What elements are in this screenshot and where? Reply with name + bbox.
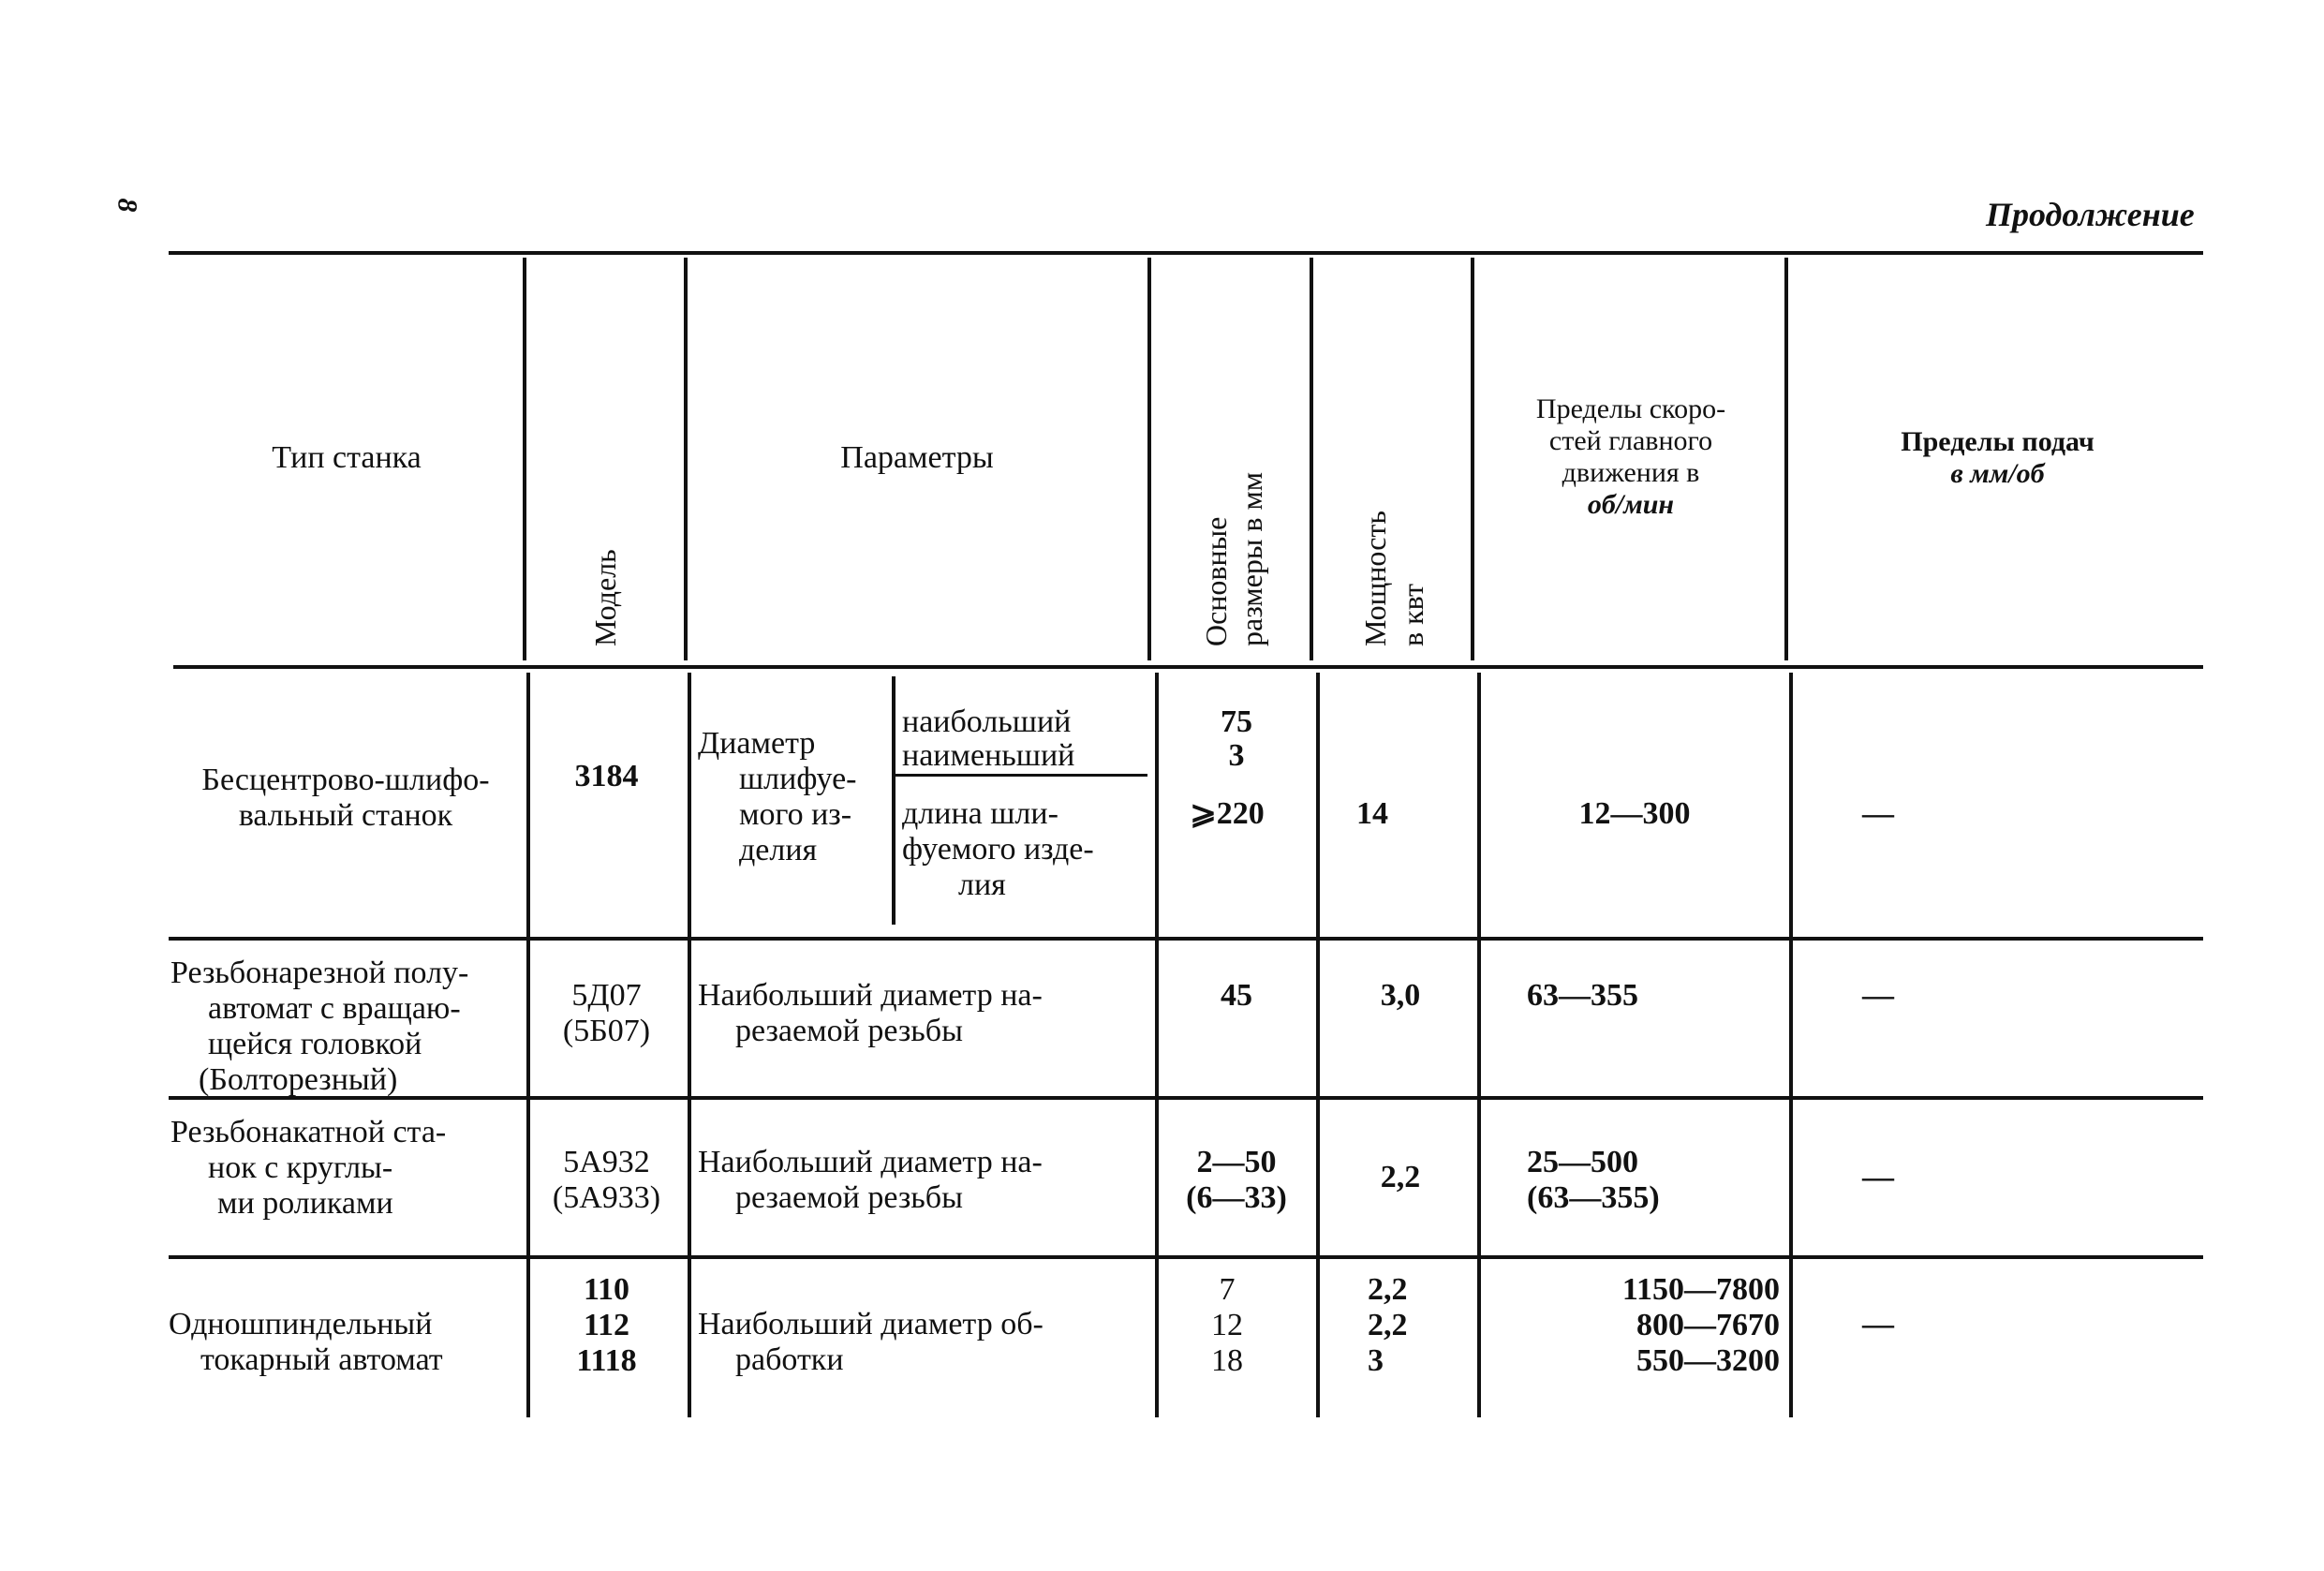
row-divider (169, 937, 2203, 941)
row4-speeds-line1: 1150—7800 (1621, 1272, 1780, 1307)
header-speeds-line3: движения в (1562, 457, 1700, 488)
row3-speeds-line2: (63—355) (1527, 1180, 1660, 1215)
table-top-rule (169, 251, 2203, 255)
row4-size-line1: 7 (1219, 1272, 1236, 1307)
row1-sub-length-line2: фуемого изде- (902, 832, 1094, 867)
header-power-line2: в квт (1396, 584, 1429, 646)
row3-model (529, 1145, 684, 1216)
row4-size-line3: 18 (1211, 1343, 1243, 1378)
header-power-line1: Мощность (1358, 511, 1392, 646)
row1-sub-length (902, 796, 1150, 903)
col-divider (1147, 258, 1151, 660)
row1-sub-min: наименьший (902, 738, 1075, 773)
col-divider (1155, 673, 1159, 1417)
col-divider (1789, 673, 1793, 1417)
row3-size-line2: (6—33) (1186, 1180, 1287, 1215)
row4-param-line1: Наибольший диаметр об- (698, 1307, 1044, 1341)
row3-speeds-line1: 25—500 (1527, 1145, 1638, 1179)
row2-power: 3,0 (1380, 978, 1421, 1013)
row4-model-line3: 1118 (576, 1343, 637, 1378)
row3-param (698, 1145, 1147, 1216)
header-bottom-rule (173, 665, 2203, 669)
row2-size: 45 (1221, 978, 1252, 1013)
col-divider (892, 676, 896, 925)
row3-feeds: — (1862, 1160, 1894, 1194)
row1-param-line4: делия (739, 833, 818, 867)
row1-feeds: — (1862, 796, 1894, 831)
header-params: Параметры (840, 440, 994, 475)
row2-type-line4: (Болторезный) (199, 1062, 398, 1097)
row1-type (169, 763, 523, 834)
row1-param-line2: шлифуе- (739, 762, 857, 796)
row1-param-line1: Диаметр (698, 726, 816, 761)
col-divider (1316, 673, 1320, 1417)
row4-model (529, 1272, 684, 1379)
row1-size-max: 75 (1221, 704, 1252, 739)
row4-power-line1: 2,2 (1368, 1272, 1408, 1307)
row4-speeds-line3: 550—3200 (1636, 1343, 1780, 1378)
row4-param (698, 1307, 1147, 1378)
row3-type-line3: ми роликами (217, 1186, 393, 1221)
row3-size-line1: 2—50 (1196, 1145, 1277, 1179)
row3-model-line1: 5А932 (563, 1145, 650, 1179)
row1-size-length: ⩾220 (1190, 796, 1265, 831)
header-sizes-line1: Основные (1199, 516, 1233, 646)
row1-type-line2: вальный станок (238, 798, 453, 833)
row1-speeds: 12—300 (1578, 796, 1691, 831)
row3-type (170, 1115, 525, 1222)
row3-type-line2: нок с круглы- (208, 1150, 393, 1185)
row1-param (698, 726, 890, 868)
row1-param-line3: мого из- (739, 797, 852, 832)
row4-feeds: — (1862, 1307, 1894, 1341)
col-divider (684, 258, 688, 660)
header-speeds-line4: об/мин (1587, 489, 1675, 520)
row1-model: 3184 (574, 759, 639, 793)
row4-type (169, 1307, 523, 1378)
row3-type-line1: Резьбонакатной ста- (170, 1115, 447, 1149)
header-feeds (1794, 426, 2201, 490)
row4-power-line3: 3 (1368, 1343, 1384, 1378)
row3-param-line1: Наибольший диаметр на- (698, 1145, 1043, 1179)
row4-speeds-line2: 800—7670 (1636, 1308, 1780, 1342)
sub-divider (895, 774, 1147, 777)
row3-size (1171, 1145, 1302, 1216)
row2-param (698, 978, 1147, 1049)
row2-type (170, 956, 525, 1098)
row4-power (1368, 1272, 1471, 1379)
continuation-label: Продолжение (1986, 196, 2195, 233)
row1-type-line1: Бесцентрово-шлифо- (201, 763, 490, 797)
row4-power-line2: 2,2 (1368, 1308, 1408, 1342)
col-divider (688, 673, 691, 1417)
row2-model-line2: (5Б07) (562, 1014, 651, 1048)
row1-power: 14 (1356, 796, 1388, 831)
row2-param-line2: резаемой резьбы (735, 1014, 963, 1048)
header-sizes-line2: размеры в мм (1235, 472, 1268, 646)
col-divider (1784, 258, 1788, 660)
row1-sub-max: наибольший (902, 704, 1072, 739)
header-feeds-line2: в мм/об (1950, 458, 2045, 489)
row4-type-line2: токарный автомат (200, 1342, 443, 1377)
row2-model-line1: 5Д07 (571, 978, 642, 1013)
header-type: Тип станка (272, 440, 422, 475)
row4-type-line1: Одношпиндельный (169, 1307, 433, 1341)
header-model: Модель (588, 549, 622, 646)
row4-size (1171, 1272, 1283, 1379)
row3-power: 2,2 (1380, 1160, 1421, 1194)
col-divider (1477, 673, 1481, 1417)
row-divider (169, 1255, 2203, 1259)
row4-speeds (1517, 1272, 1780, 1379)
row3-speeds (1527, 1145, 1770, 1216)
row2-param-line1: Наибольший диаметр на- (698, 978, 1043, 1013)
row4-param-line2: работки (735, 1342, 844, 1377)
row3-model-line2: (5А933) (552, 1180, 661, 1215)
row2-feeds: — (1862, 978, 1894, 1013)
header-feeds-line1: Пределы подач (1901, 426, 2095, 457)
header-speeds-line2: стей главного (1548, 425, 1713, 456)
row2-speeds: 63—355 (1527, 978, 1638, 1013)
row4-model-line1: 110 (583, 1272, 630, 1307)
page-number: 8 (111, 198, 143, 213)
header-speeds (1480, 393, 1782, 521)
row2-type-line2: автомат с вращаю- (208, 991, 461, 1026)
row1-sub-length-line3: лия (958, 867, 1006, 902)
col-divider (1471, 258, 1474, 660)
row2-model (529, 978, 684, 1049)
col-divider (523, 258, 526, 660)
header-speeds-line1: Пределы скоро- (1535, 393, 1726, 424)
col-divider (1310, 258, 1313, 660)
row4-model-line2: 112 (583, 1308, 630, 1342)
row1-size-min: 3 (1228, 738, 1245, 773)
row4-size-line2: 12 (1211, 1308, 1243, 1342)
row2-type-line3: щейся головкой (208, 1027, 422, 1061)
row3-param-line2: резаемой резьбы (735, 1180, 963, 1215)
row2-type-line1: Резьбонарезной полу- (170, 956, 469, 990)
row1-sub-length-line1: длина шли- (902, 796, 1058, 831)
